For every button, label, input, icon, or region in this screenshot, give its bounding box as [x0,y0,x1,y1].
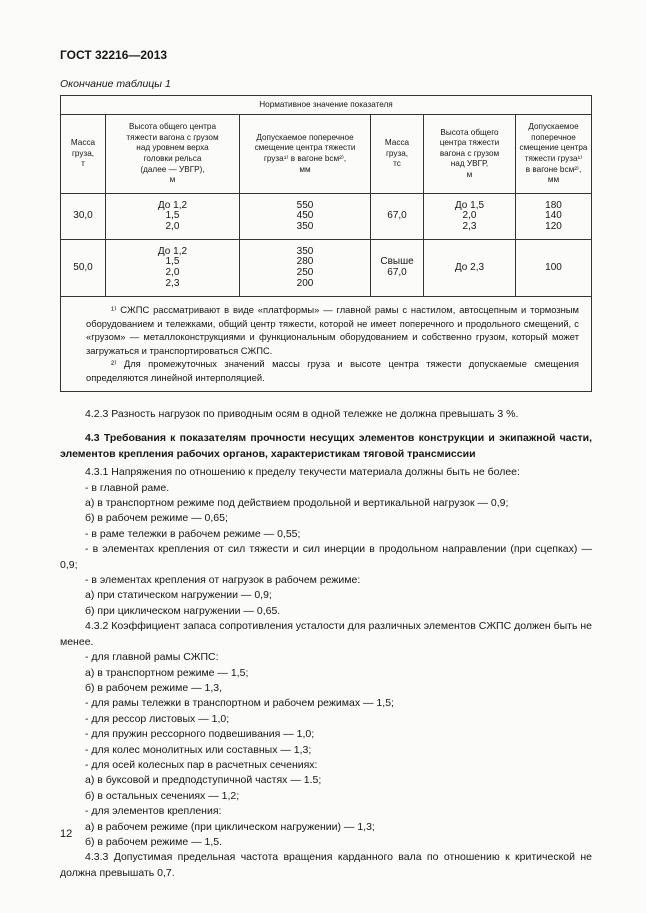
list-item: - для колес монолитных или составных — 1,3; [85,743,312,756]
cell-line: центра тяжести [439,138,500,148]
cell-line: 100 [545,261,562,273]
cell-line: 180 [545,199,562,211]
cell-line: 1,5 [165,256,180,268]
footnote-1: ¹⁾ СЖПС рассматривают в виде «платформы» — главной рамы с настилом, автосцепным и тормозным оборудованием и тележками, общий центр тяжести, которой не имеет поперечного и продольного смещений, с «грузом» — металлоконструкциями и функциональным оборудованием и собственно грузом, который может загружаться и транспортироваться СЖПС. [86,304,579,356]
cell-line: 67,0 [387,210,407,222]
list-item: - для осей колесных пар в расчетных сечениях: [85,758,318,771]
col-header [61,115,106,194]
cell-line: Допускаемое поперечное [256,132,354,142]
cell-line: тяжести груза¹⁾ [524,154,583,163]
cell-line: 450 [296,210,314,222]
list-item: б) в остальных сечениях — 1,2; [85,789,240,802]
cell-line: тс [393,159,401,169]
cell-line: До 1,5 [454,199,485,211]
norms-table [60,95,592,392]
cell-line: в вагоне bсм²⁾, [525,164,582,174]
cell-heights [106,240,240,297]
cell-line: 350 [296,220,314,232]
cell-line: Допускаемое [528,122,579,132]
col-header [106,115,240,194]
table-group-header: Нормативное значение показателя [61,96,592,115]
cell-line: 250 [296,267,314,278]
list-item: б) в рабочем режиме — 1,3, [85,681,223,694]
cell-line: Масса [384,138,410,148]
list-item: - в раме тележки в рабочем режиме — 0,55; [85,527,301,540]
cell-line: 140 [545,210,562,222]
cell-line: вагона с грузом [439,148,500,158]
cell-line: смещение центра тяжести [254,143,356,153]
cell-line: 2,0 [165,267,180,278]
cell-line: 67,0 [387,267,407,278]
list-item: - для рамы тележки в транспортном и рабочем режимах — 1,5; [85,697,394,710]
cell-line: над уровнем верха [136,143,209,153]
standard-number: ГОСТ 32216—2013 [60,48,168,62]
cell-heights [106,194,240,240]
list-item: а) при статическом нагружении — 0,9; [85,589,272,602]
cell-line: поперечное [531,132,576,142]
col-header [516,115,592,194]
cell-mass: 30,0 [61,194,106,240]
list-item: а) в рабочем режиме (при циклическом нагружении) — 1,3; [85,820,375,833]
cell-mass-ts [371,194,424,240]
cell-line: 2,3 [165,277,180,289]
cell-line: Масса [70,138,96,148]
body-text [60,407,592,881]
paragraph: 4.3.1 Напряжения по отношению к пределу текучести материала должны быть не более: [85,466,520,479]
cell-line: смещение центра [519,143,588,153]
table-caption: Окончание таблицы 1 [60,78,171,90]
table-row [61,240,592,297]
table-row [61,194,592,240]
list-item: а) в буксовой и предподступичной частях — 1.5; [85,774,322,787]
cell-line: 550 [296,199,314,211]
list-item: а) в транспортном режиме под действием продольной и вертикальной нагрузок — 0,9; [85,497,509,510]
cell-line: До 1,2 [157,199,188,211]
list-item: б) в рабочем режиме — 1,5. [85,835,223,848]
paragraph: 4.2.3 Разность нагрузок по приводным осям в одной тележке не должна превышать 3 %. [85,408,519,420]
list-item: - в элементах крепления от нагрузок в рабочем режиме: [85,574,361,587]
cell-line: 2,0 [462,210,477,222]
cell-line: Свыше [380,256,414,268]
cell-line: 280 [296,256,314,268]
list-item: б) при циклическом нагружении — 0,65. [85,604,281,617]
cell-line: Высота общего центра [129,122,216,132]
list-item: - для рессор листовых — 1,0; [85,712,230,725]
cell-line: 200 [296,277,314,289]
table-column-headers [61,115,592,194]
cell-line: груза¹⁾ в вагоне bсм²⁾, [263,154,347,163]
cell-heights-2 [424,194,516,240]
cell-line: м [169,175,176,185]
paragraph: 4.3.2 Коэффициент запаса сопротивления усталости для различных элементов СЖПС должен быть не менее. [60,620,592,648]
cell-line: груза, [385,148,409,158]
cell-line: мм [299,164,311,174]
list-item: - для главной рамы СЖПС: [85,651,219,664]
cell-line: До 1,2 [157,245,188,257]
cell-line: 1,5 [165,210,180,222]
cell-line: До 2,3 [454,261,485,273]
list-item: - для элементов крепления: [85,805,222,818]
cell-line: 2,0 [165,220,180,232]
cell-line: т [81,159,85,169]
cell-line: м [466,169,473,179]
cell-heights-2 [424,240,516,297]
cell-line: над УВГР, [450,159,489,169]
paragraph: 4.3.3 Допустимая предельная частота вращения карданного вала по отношению к критической не должна превышать 0,7. [60,851,592,879]
cell-line: (далее — УВГР), [140,164,205,174]
cell-shifts [240,240,371,297]
cell-line: головки рельса [143,154,202,163]
list-item: б) в рабочем режиме — 0,65; [85,512,228,525]
cell-shifts-2 [516,194,592,240]
cell-mass: 50,0 [61,240,106,297]
cell-line: 120 [545,220,562,232]
list-item: - в элементах крепления от сил тяжести и сил инерции в продольном направлении (при сцепках) — 0,9; [60,543,592,571]
cell-line: мм [547,175,560,185]
cell-shifts [240,194,371,240]
cell-line: тяжести вагона с грузом [126,132,219,142]
col-header [240,115,371,194]
list-item: а) в транспортном режиме — 1,5; [85,666,249,679]
list-item: - для пружин рессорного подвешивания — 1,0; [85,728,315,741]
cell-line: груза, [71,148,95,158]
cell-shifts-2 [516,240,592,297]
col-header [371,115,424,194]
page-number: 12 [60,828,73,840]
cell-line: 350 [296,245,314,257]
table-footnotes [61,297,592,392]
cell-mass-ts [371,240,424,297]
list-item: - в главной раме. [85,481,170,494]
section-heading: 4.3 Требования к показателям прочности несущих элементов конструкции и экипажной части, элементов крепления рабочих органов, характеристикам тяговой трансмиссии [60,432,592,460]
cell-line: 2,3 [462,220,477,232]
footnote-2: ²⁾ Для промежуточных значений массы груза и высоте центра тяжести допускаемые смещения определяются линейной интерполяцией. [86,358,579,383]
cell-line: Высота общего [440,127,499,137]
col-header [424,115,516,194]
